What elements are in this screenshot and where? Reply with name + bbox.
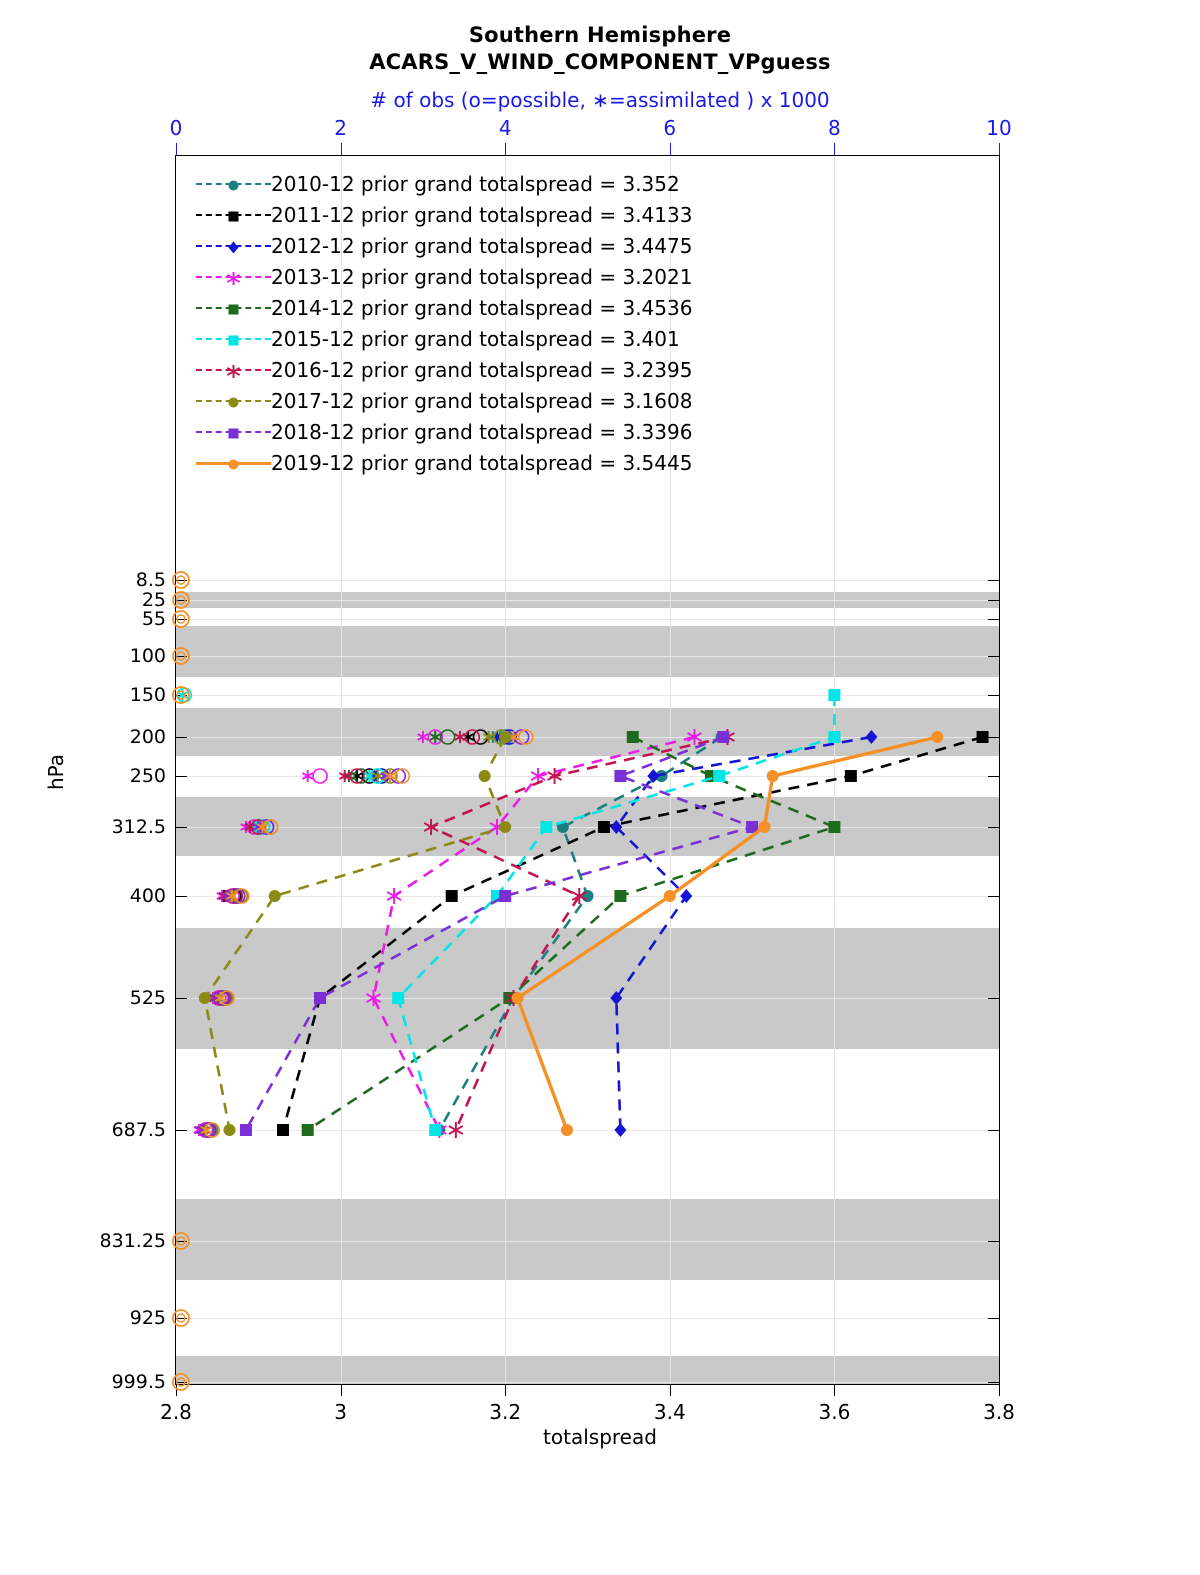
y-axis-tick-label: 525 [129, 987, 166, 1009]
legend-marker-square-icon [227, 425, 240, 438]
legend-marker-star-icon [227, 363, 240, 376]
legend-line-sample [196, 199, 271, 230]
legend-line-sample [196, 447, 271, 478]
legend-line-sample [196, 354, 271, 385]
x-axis-tick-label: 3.6 [818, 1400, 851, 1424]
legend-line-sample [196, 416, 271, 447]
x-axis-tick-label: 3.4 [653, 1400, 686, 1424]
legend-item[interactable] [196, 168, 856, 199]
legend-label: 2019-12 prior grand totalspread = 3.5445 [271, 450, 693, 475]
y-axis-tick-label: 150 [129, 684, 166, 706]
top-axis-tick-label: 0 [169, 116, 183, 140]
legend-item[interactable] [196, 292, 856, 323]
legend-item[interactable] [196, 230, 856, 261]
legend-item[interactable] [196, 323, 856, 354]
legend-item[interactable] [196, 199, 856, 230]
legend-marker-square-icon [227, 208, 240, 221]
legend-label: 2015-12 prior grand totalspread = 3.401 [271, 326, 680, 351]
x-axis-tick-label: 3.8 [983, 1400, 1015, 1424]
legend-marker-diamond-icon [227, 239, 240, 252]
x-axis-tick-label: 2.8 [160, 1400, 192, 1424]
y-axis-tick-label: 400 [129, 885, 166, 907]
series-2014-12 [302, 731, 841, 1136]
chart-title-block [0, 22, 1200, 76]
legend-label: 2014-12 prior grand totalspread = 3.4536 [271, 295, 693, 320]
legend-line-sample [196, 261, 271, 292]
top-axis-tick-label: 8 [828, 116, 841, 140]
legend-marker-star-icon [227, 270, 240, 283]
legend-line-sample [196, 292, 271, 323]
top-axis-tick [505, 143, 506, 155]
top-axis-tick [670, 143, 671, 155]
y-axis-tick-label: 687.5 [111, 1119, 166, 1141]
series-2012-12 [610, 730, 877, 1137]
series-2017-12 [199, 731, 511, 1136]
y-axis-tick-label: 55 [141, 608, 166, 630]
y-axis-tick-label: 831.25 [99, 1230, 166, 1252]
x-axis-tick-label: 3.2 [489, 1400, 522, 1424]
top-axis-tick [341, 143, 342, 155]
top-axis-title: # of obs (o=possible, ∗=assimilated ) x 1000 [370, 88, 830, 112]
legend-item[interactable] [196, 354, 856, 385]
y-axis-tick-label: 250 [129, 765, 166, 787]
legend-label: 2011-12 prior grand totalspread = 3.4133 [271, 202, 693, 227]
x-axis-tick [176, 1385, 177, 1396]
legend-item[interactable] [196, 447, 856, 478]
legend-label: 2013-12 prior grand totalspread = 3.2021 [271, 264, 693, 289]
top-axis-tick-label: 4 [498, 116, 512, 140]
legend-label: 2012-12 prior grand totalspread = 3.4475 [271, 233, 693, 258]
top-axis-tick [999, 143, 1000, 155]
legend-label: 2018-12 prior grand totalspread = 3.3396 [271, 419, 693, 444]
y-axis-tick-label: 100 [129, 645, 166, 667]
legend-line-sample [196, 385, 271, 416]
x-axis-tick-label: 3 [334, 1400, 347, 1424]
series-2013-12 [367, 729, 702, 1138]
legend-marker-square-icon [227, 301, 240, 314]
legend-line-sample [196, 323, 271, 354]
legend-line-sample [196, 230, 271, 261]
series-2018-12 [240, 731, 758, 1136]
y-axis-label: hPa [44, 753, 69, 791]
y-axis-tick-label: 925 [129, 1307, 166, 1329]
x-axis-tick [834, 1385, 835, 1396]
x-axis-tick [999, 1385, 1000, 1396]
legend-marker-circle-icon [227, 456, 240, 469]
top-axis-tick-label: 6 [663, 116, 677, 140]
legend-item[interactable] [196, 416, 856, 447]
obs-count-markers [173, 572, 533, 1390]
x-axis-tick [505, 1385, 506, 1396]
legend-label: 2016-12 prior grand totalspread = 3.2395 [271, 357, 693, 382]
legend-label: 2010-12 prior grand totalspread = 3.352 [271, 171, 680, 196]
top-axis-tick-label: 2 [334, 116, 347, 140]
y-axis-tick-label: 25 [141, 589, 166, 611]
x-axis-tick [341, 1385, 342, 1396]
legend-marker-circle-icon [227, 177, 240, 190]
series-2019-12 [512, 731, 944, 1136]
legend [196, 168, 856, 478]
legend-marker-square-icon [227, 332, 240, 345]
legend-item[interactable] [196, 261, 856, 292]
legend-item[interactable] [196, 385, 856, 416]
x-axis-tick [670, 1385, 671, 1396]
top-axis-tick [834, 143, 835, 155]
y-axis-tick-label: 312.5 [111, 816, 166, 838]
y-axis-tick-label: 999.5 [111, 1371, 166, 1393]
top-axis-tick [176, 143, 177, 155]
chart-title-line-2: ACARS_V_WIND_COMPONENT_VPguess [369, 50, 831, 74]
x-axis-label: totalspread [543, 1425, 657, 1449]
y-axis-tick-label: 8.5 [135, 569, 166, 591]
top-axis-tick-label: 10 [986, 116, 1012, 140]
legend-marker-circle-icon [227, 394, 240, 407]
y-axis-tick-label: 200 [129, 726, 166, 748]
legend-label: 2017-12 prior grand totalspread = 3.1608 [271, 388, 693, 413]
chart-title-line-1: Southern Hemisphere [468, 23, 732, 47]
legend-line-sample [196, 168, 271, 199]
plot-area [99, 116, 1015, 1424]
